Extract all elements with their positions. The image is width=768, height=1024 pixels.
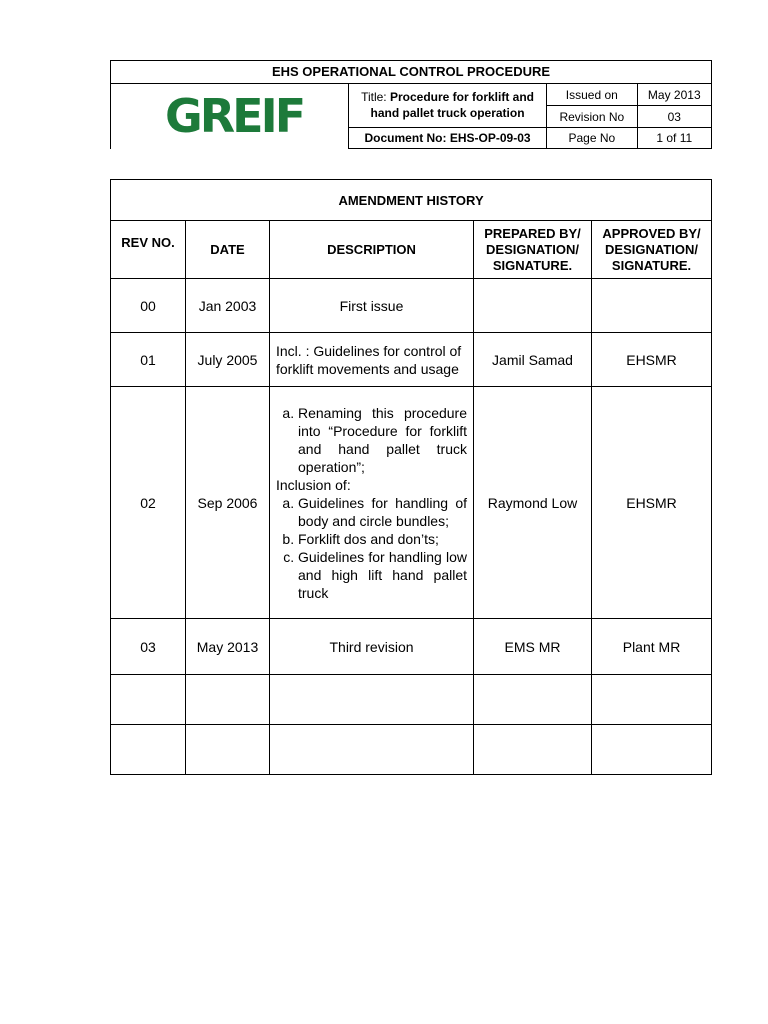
- rev-cell: 01: [111, 333, 186, 387]
- empty-cell: [111, 725, 186, 775]
- title-value: Procedure for forklift and hand pallet truck operation: [370, 90, 534, 121]
- title-cell: [349, 84, 547, 128]
- date-cell: Jan 2003: [186, 279, 270, 333]
- col-approved-by: APPROVED BY/ DESIGNATION/ SIGNATURE.: [592, 221, 712, 279]
- issued-on-value: May 2013: [637, 84, 711, 106]
- description-list-b: [276, 494, 467, 602]
- empty-cell: [111, 675, 186, 725]
- header-doc-type: EHS OPERATIONAL CONTROL PROCEDURE: [110, 60, 712, 84]
- issued-on-label: Issued on: [547, 84, 637, 106]
- greif-logo: GREIF: [165, 89, 304, 143]
- amendment-history-table: [110, 179, 712, 775]
- empty-cell: [474, 675, 592, 725]
- document-header: [110, 60, 712, 150]
- date-cell: Sep 2006: [186, 387, 270, 619]
- table-header-row: [111, 221, 712, 279]
- date-cell: May 2013: [186, 619, 270, 675]
- approved-cell: EHSMR: [592, 333, 712, 387]
- empty-row: [111, 675, 712, 725]
- prepared-cell: EMS MR: [474, 619, 592, 675]
- date-cell: July 2005: [186, 333, 270, 387]
- empty-cell: [270, 675, 474, 725]
- list-item: c. Guidelines for handling low and high lift hand pallet truck: [298, 548, 467, 602]
- list-item: a. Guidelines for handling of body and circle bundles;: [298, 494, 467, 530]
- description-list-a: [276, 404, 467, 476]
- document-number: Document No: EHS-OP-09-03: [349, 127, 547, 148]
- approved-cell: EHSMR: [592, 387, 712, 619]
- table-row: [111, 279, 712, 333]
- prepared-cell: Jamil Samad: [474, 333, 592, 387]
- header-info-table: [348, 83, 712, 149]
- prepared-cell: Raymond Low: [474, 387, 592, 619]
- empty-cell: [186, 675, 270, 725]
- col-date: DATE: [186, 221, 270, 279]
- inclusion-label: Inclusion of:: [276, 476, 351, 493]
- col-prepared-by: PREPARED BY/ DESIGNATION/ SIGNATURE.: [474, 221, 592, 279]
- approved-cell: Plant MR: [592, 619, 712, 675]
- approved-cell: [592, 279, 712, 333]
- empty-cell: [592, 675, 712, 725]
- rev-cell: 00: [111, 279, 186, 333]
- revision-label: Revision No: [547, 106, 637, 127]
- rev-cell: 02: [111, 387, 186, 619]
- description-cell: First issue: [270, 279, 474, 333]
- col-description: DESCRIPTION: [270, 221, 474, 279]
- table-row: [111, 619, 712, 675]
- description-cell: [270, 387, 474, 619]
- col-rev-no: REV NO.: [111, 221, 186, 279]
- description-cell: Third revision: [270, 619, 474, 675]
- page-value: 1 of 11: [637, 127, 711, 148]
- title-label: Title:: [361, 90, 387, 105]
- logo-cell: [110, 83, 349, 149]
- rev-cell: 03: [111, 619, 186, 675]
- list-item: a. Renaming this procedure into “Procedure for forklift and hand pallet truck operation”;: [298, 404, 467, 476]
- list-item: b. Forklift dos and don’ts;: [298, 530, 467, 548]
- empty-cell: [592, 725, 712, 775]
- amendment-title: AMENDMENT HISTORY: [111, 180, 712, 221]
- empty-cell: [474, 725, 592, 775]
- table-row: [111, 333, 712, 387]
- prepared-cell: [474, 279, 592, 333]
- revision-value: 03: [637, 106, 711, 127]
- description-cell: Incl. : Guidelines for control of forklift movements and usage: [270, 333, 474, 387]
- page-label: Page No: [547, 127, 637, 148]
- empty-row: [111, 725, 712, 775]
- empty-cell: [186, 725, 270, 775]
- table-row: [111, 387, 712, 619]
- empty-cell: [270, 725, 474, 775]
